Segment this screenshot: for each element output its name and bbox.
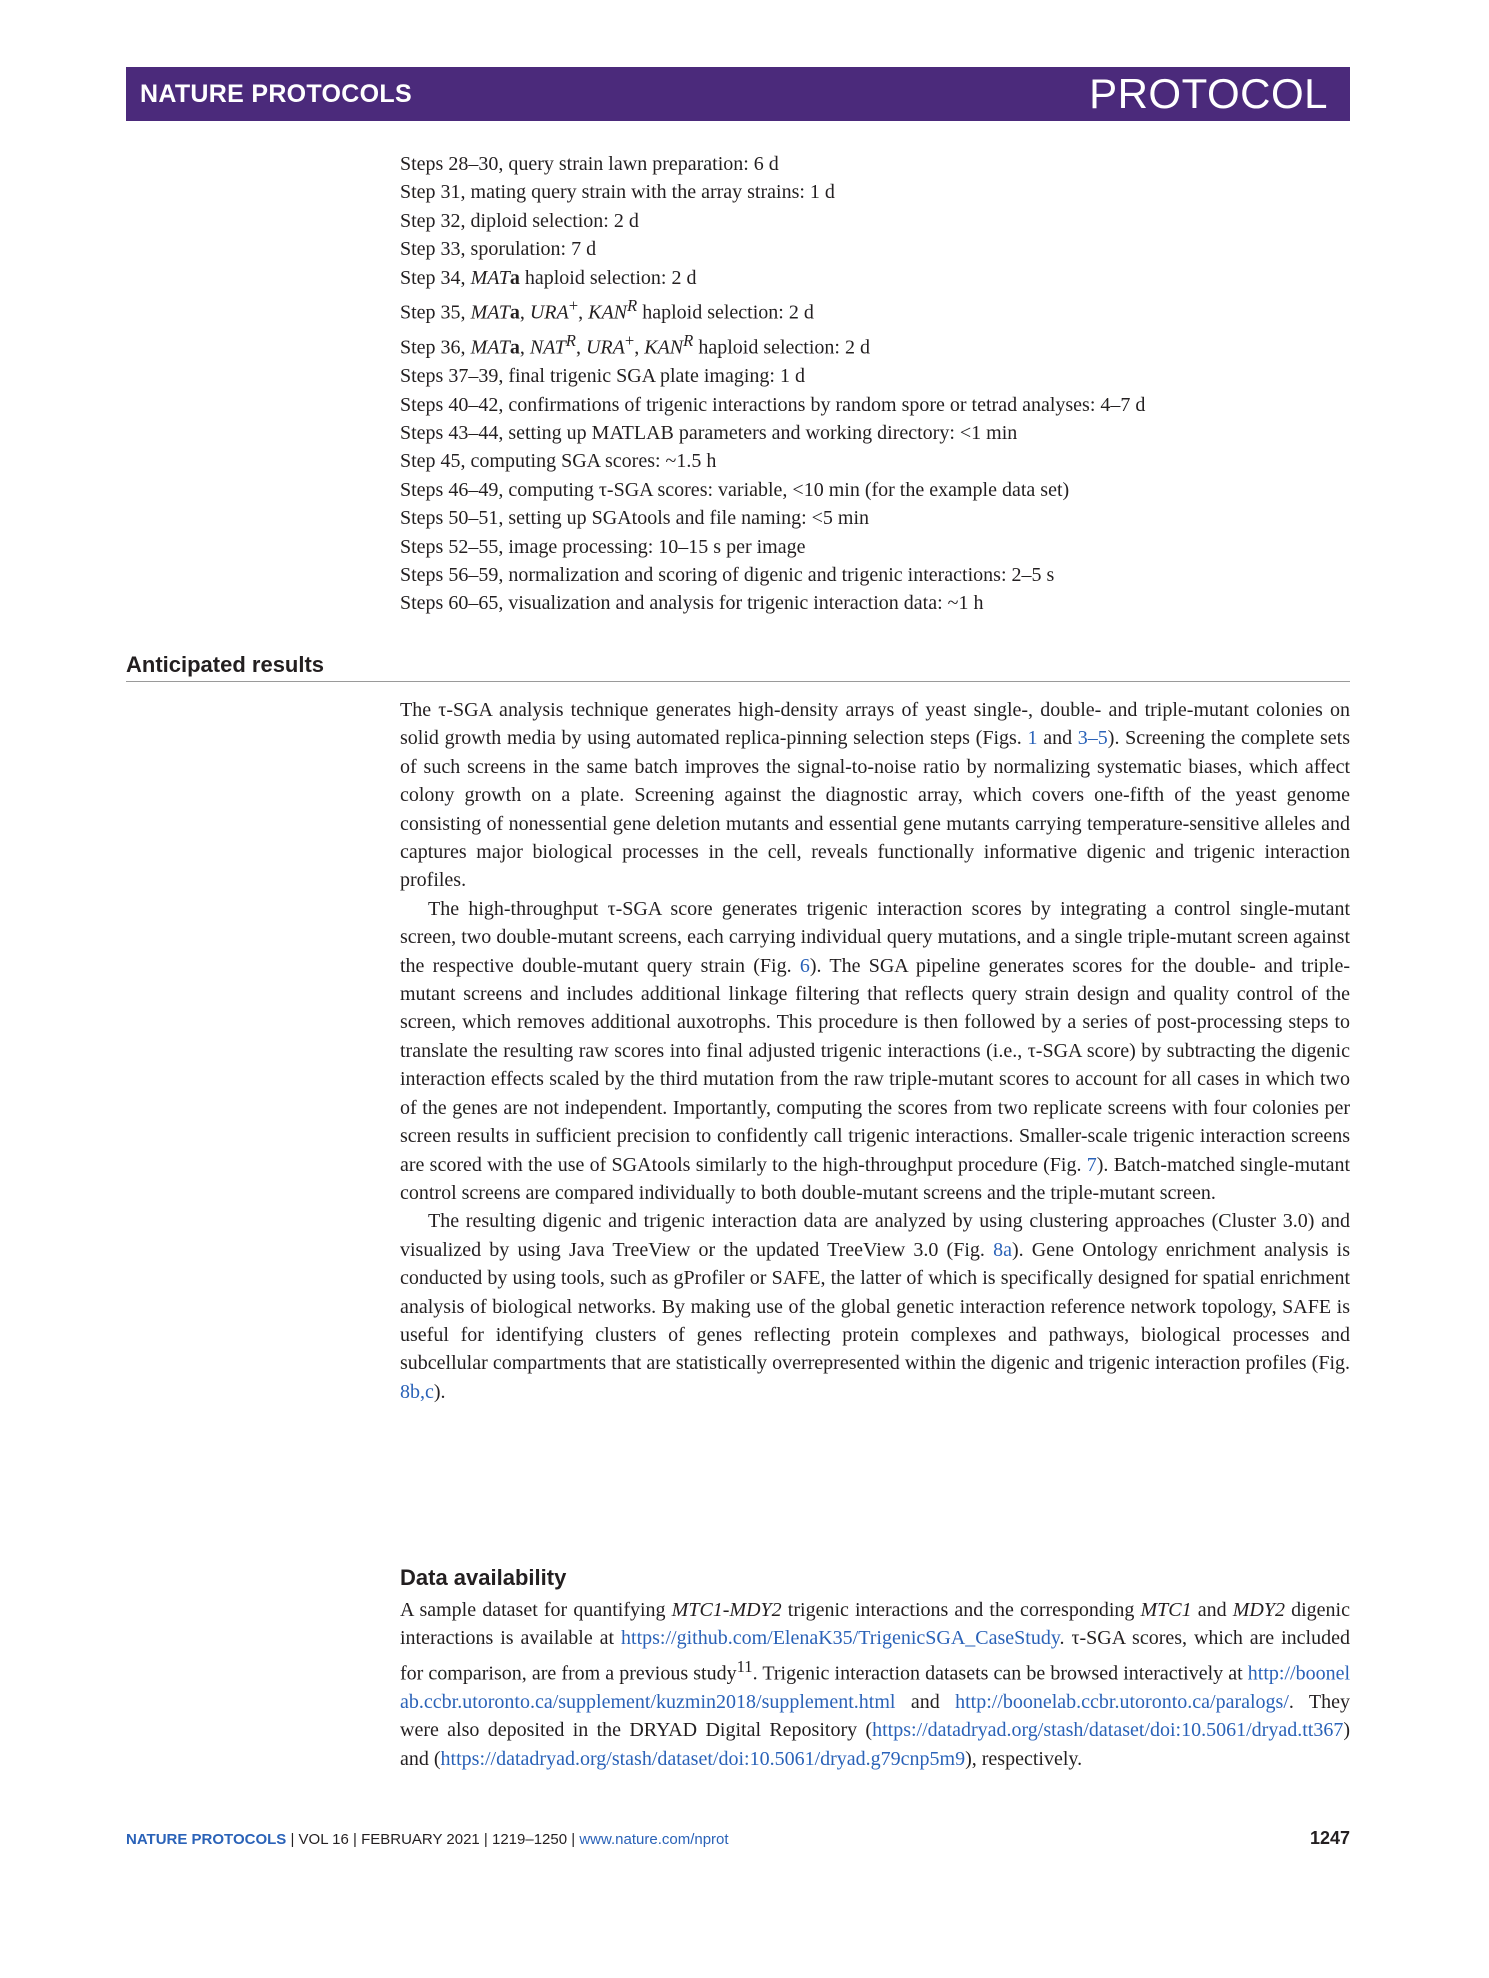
timing-row: Step 31, mating query strain with the array strains: 1 d — [400, 181, 835, 204]
page-number: 1247 — [1309, 1828, 1350, 1848]
figure-ref[interactable]: 1 — [1027, 727, 1038, 750]
timing-row: Steps 56–59, normalization and scoring of digenic and trigenic interactions: 2–5 s — [400, 564, 1055, 586]
timing-row: Step 34, MATa haploid selection: 2 d — [400, 266, 697, 289]
figure-ref[interactable]: 3–5 — [1077, 727, 1108, 750]
paragraph: The resulting digenic and trigenic interaction data are analyzed by using clustering approaches (Cluster 3.0) and visualized by using Java TreeView or the updated TreeView 3.0 (Fig. 8a). Gene Ontology enrichment analysis is conducted by using tools, such as gProfiler or SAFE, the latter of which is specifically designed for spatial enrichment analysis of biological networks. By making use of the global genetic interaction reference network topology, SAFE is useful for identifying clusters of genes reflecting protein complexes and pathways, biological processes and subcellular compartments that are statistically overrepresented within the digenic and trigenic interaction profiles (Fig. 8b,c). — [400, 1210, 1350, 1403]
paragraph: The τ-SGA analysis technique generates high-density arrays of yeast single-, double- and triple-mutant colonies on solid growth media by using automated replica-pinning selection steps (Figs. 1 and 3–5). Screening the complete sets of such screens in the same batch improves the signal-to-noise ratio by normalizing systematic biases, which affect colony growth on a plate. Screening against the diagnostic array, which covers one-fifth of the yeast genome consisting of nonessential gene deletion mutants and essential gene mutants carrying temperature-sensitive alleles and captures major biological processes in the cell, reveals functionally informative digenic and trigenic interaction profiles. — [400, 699, 1350, 892]
timing-row: Step 33, sporulation: 7 d — [400, 238, 597, 261]
timing-row: Steps 28–30, query strain lawn preparation: 6 d — [400, 153, 779, 175]
footer-citation: NATURE PROTOCOLS | VOL 16 | FEBRUARY 2021 | 1219–1250 | www.nature.com/nprot — [126, 1831, 729, 1848]
github-link[interactable]: https://github.com/ElenaK35/TrigenicSGA_CaseStudy — [621, 1627, 1060, 1650]
timing-row: Steps 46–49, computing τ-SGA scores: variable, <10 min (for the example data set) — [400, 478, 1070, 501]
dryad-link-1[interactable]: https://datadryad.org/stash/dataset/doi:10.5061/dryad.tt367 — [872, 1719, 1344, 1742]
journal-name: NATURE PROTOCOLS — [140, 79, 412, 108]
figure-ref[interactable]: 6 — [799, 954, 810, 977]
footer-date: FEBRUARY 2021 — [361, 1831, 480, 1848]
article-type: PROTOCOL — [1089, 70, 1328, 117]
paragraph: The high-throughput τ-SGA score generates trigenic interaction scores by integrating a control single-mutant screen, two double-mutant screens, each carrying individual query mutations, and a single triple-mutant screen against the respective double-mutant query strain (Fig. 6). The SGA pipeline generates scores for the double- and triple-mutant screens and includes additional linkage filtering that reflects query strain design and quality control of the screen, which removes additional auxotrophs. This procedure is then followed by a series of post-processing steps to translate the resulting raw scores into final adjusted trigenic interactions (i.e., τ-SGA score) by subtracting the digenic interaction effects scaled by the third mutation from the raw triple-mutant scores to account for all cases in which two of the genes are not independent. Importantly, computing the scores from two replicate screens with four colonies per screen results in sufficient precision to confidently call trigenic interactions. Smaller-scale trigenic interaction screens are scored with the use of SGAtools similarly to the high-throughput procedure (Fig. 7). Batch-matched single-mutant control screens are compared individually to both double-mutant screens and the triple-mutant screen. — [400, 897, 1351, 1204]
section-heading-data-availability: Data availability — [400, 1565, 567, 1590]
timing-row: Step 45, computing SGA scores: ~1.5 h — [400, 450, 717, 473]
figure-ref[interactable]: 8b,c — [400, 1380, 434, 1403]
section-heading-anticipated-results: Anticipated results — [126, 652, 1350, 682]
timing-list — [400, 150, 1350, 618]
timing-row: Step 36, MATa, $NAT^R$, URA+, $KAN^R$ haploid selection: 2 d — [400, 331, 870, 359]
paragraph: A sample dataset for quantifying MTC1-MDY2 trigenic interactions and the corresponding MTC1 and MDY2 digenic interactions is available at https://github.com/ElenaK35/TrigenicSGA_CaseStudy. τ-SGA scores, which are included for comparison, are from a previous study$^{11}$. Trigenic interaction datasets can be browsed interactively at http://boonelab.ccbr.utoronto.ca/supplement/kuzmin2018/supplement.html and http://boonelab.ccbr.utoronto.ca/paralogs/. They were also deposited in the DRYAD Digital Repository (https://datadryad.org/stash/dataset/doi:10.5061/dryad.tt367) and (https://datadryad.org/stash/dataset/doi:10.5061/dryad.g79cnp5m9), respectively. — [400, 1599, 1350, 1770]
timing-row: Steps 37–39, final trigenic SGA plate imaging: 1 d — [400, 365, 805, 388]
timing-row: Steps 50–51, setting up SGAtools and file naming: <5 min — [400, 507, 870, 530]
timing-row: Steps 60–65, visualization and analysis for trigenic interaction data: ~1 h — [400, 592, 984, 615]
footer-volume: VOL 16 — [298, 1831, 349, 1848]
timing-row: Step 35, MATa, URA+, $KAN^R$ haploid selection: 2 d — [400, 296, 814, 324]
supplement-link[interactable]: http://boonelab.ccbr.utoronto.ca/supplement/kuzmin2018/supplement.html — [400, 1662, 1350, 1713]
paralogs-link[interactable]: http://boonelab.ccbr.utoronto.ca/paralogs/ — [955, 1690, 1289, 1713]
figure-ref[interactable]: 7 — [1086, 1153, 1097, 1176]
figure-ref[interactable]: 8a — [993, 1238, 1012, 1261]
citation-ref[interactable]: 11 — [736, 1656, 753, 1676]
footer-pages: 1219–1250 — [492, 1831, 568, 1848]
page-header — [126, 67, 1350, 121]
timing-row: Steps 43–44, setting up MATLAB parameters and working directory: <1 min — [400, 421, 1018, 444]
timing-row: Steps 52–55, image processing: 10–15 s per image — [400, 535, 806, 558]
data-availability-body — [400, 1596, 1350, 1773]
anticipated-results-body — [400, 696, 1350, 1406]
timing-row: Steps 40–42, confirmations of trigenic interactions by random spore or tetrad analyses: 4–7 d — [400, 393, 1146, 416]
page-footer — [126, 1828, 1350, 1849]
footer-journal: NATURE PROTOCOLS — [126, 1831, 287, 1848]
footer-url[interactable]: www.nature.com/nprot — [579, 1831, 729, 1848]
dryad-link-2[interactable]: https://datadryad.org/stash/dataset/doi:10.5061/dryad.g79cnp5m9 — [440, 1747, 966, 1770]
timing-row: Step 32, diploid selection: 2 d — [400, 209, 639, 232]
